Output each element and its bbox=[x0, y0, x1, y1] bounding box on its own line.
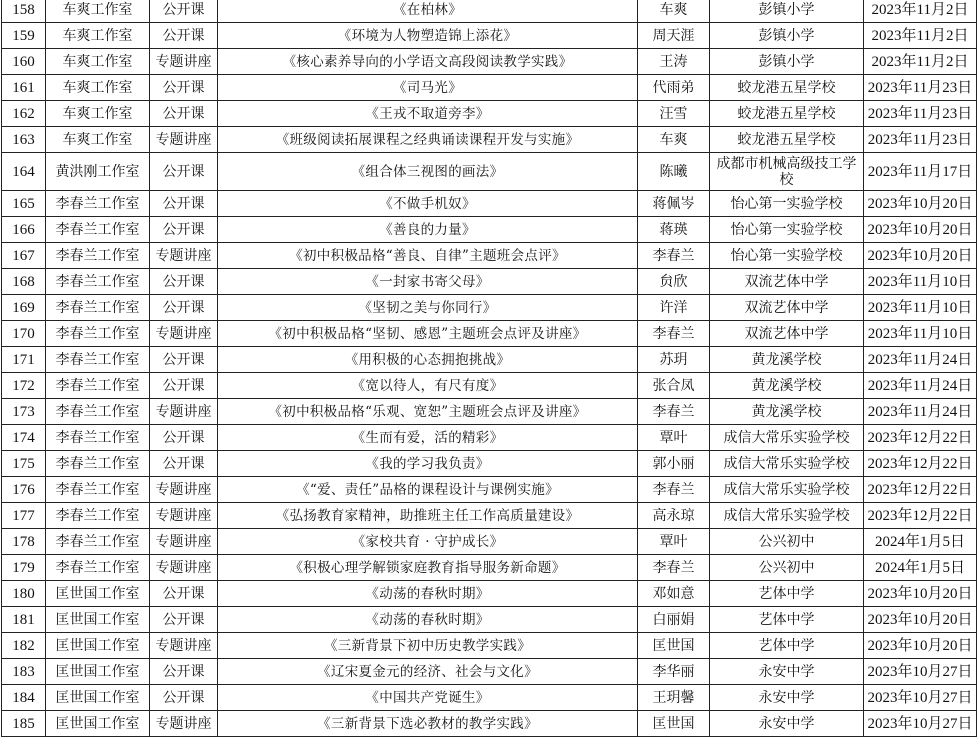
table-row bbox=[2, 373, 977, 399]
studio-name: 李春兰工作室 bbox=[46, 425, 150, 451]
table-row bbox=[2, 75, 977, 101]
activity-title: 《初中积极品格“善良、自律”主题班会点评》 bbox=[218, 243, 638, 269]
school-name: 蛟龙港五星学校 bbox=[710, 101, 864, 127]
activity-title: 《积极心理学解锁家庭教育指导服务新命题》 bbox=[218, 555, 638, 581]
row-number: 163 bbox=[2, 127, 46, 153]
activity-title: 《王戎不取道旁李》 bbox=[218, 101, 638, 127]
row-number: 172 bbox=[2, 373, 46, 399]
school-name: 怡心第一实验学校 bbox=[710, 243, 864, 269]
row-number: 162 bbox=[2, 101, 46, 127]
school-name: 永安中学 bbox=[710, 711, 864, 737]
studio-name: 李春兰工作室 bbox=[46, 321, 150, 347]
activity-date: 2023年10月20日 bbox=[864, 217, 977, 243]
activity-table bbox=[1, 0, 977, 737]
activity-type: 公开课 bbox=[150, 607, 218, 633]
activity-title: 《核心素养导向的小学语文高段阅读教学实践》 bbox=[218, 49, 638, 75]
activity-title: 《司马光》 bbox=[218, 75, 638, 101]
activity-type: 专题讲座 bbox=[150, 127, 218, 153]
school-name: 永安中学 bbox=[710, 685, 864, 711]
studio-name: 李春兰工作室 bbox=[46, 451, 150, 477]
table-row bbox=[2, 451, 977, 477]
activity-date: 2023年11月2日 bbox=[864, 0, 977, 23]
row-number: 185 bbox=[2, 711, 46, 737]
teacher-name: 周天涯 bbox=[638, 23, 710, 49]
school-name: 公兴初中 bbox=[710, 555, 864, 581]
table-row bbox=[2, 347, 977, 373]
activity-type: 公开课 bbox=[150, 581, 218, 607]
table-row bbox=[2, 633, 977, 659]
studio-name: 车爽工作室 bbox=[46, 23, 150, 49]
teacher-name: 李春兰 bbox=[638, 555, 710, 581]
studio-name: 匡世国工作室 bbox=[46, 607, 150, 633]
table-row bbox=[2, 191, 977, 217]
teacher-name: 蒋佩岑 bbox=[638, 191, 710, 217]
table-row bbox=[2, 217, 977, 243]
activity-date: 2023年10月20日 bbox=[864, 243, 977, 269]
activity-type: 公开课 bbox=[150, 659, 218, 685]
studio-name: 李春兰工作室 bbox=[46, 191, 150, 217]
studio-name: 李春兰工作室 bbox=[46, 555, 150, 581]
studio-name: 匡世国工作室 bbox=[46, 685, 150, 711]
activity-date: 2024年1月5日 bbox=[864, 529, 977, 555]
teacher-name: 代雨弟 bbox=[638, 75, 710, 101]
activity-date: 2023年10月20日 bbox=[864, 581, 977, 607]
school-name: 怡心第一实验学校 bbox=[710, 191, 864, 217]
activity-title: 《班级阅读拓展课程之经典诵读课程开发与实施》 bbox=[218, 127, 638, 153]
teacher-name: 车爽 bbox=[638, 127, 710, 153]
teacher-name: 贠欣 bbox=[638, 269, 710, 295]
teacher-name: 陈曦 bbox=[638, 153, 710, 191]
row-number: 176 bbox=[2, 477, 46, 503]
row-number: 169 bbox=[2, 295, 46, 321]
activity-type: 公开课 bbox=[150, 269, 218, 295]
studio-name: 李春兰工作室 bbox=[46, 269, 150, 295]
row-number: 160 bbox=[2, 49, 46, 75]
activity-type: 公开课 bbox=[150, 75, 218, 101]
school-name: 成信大常乐实验学校 bbox=[710, 503, 864, 529]
studio-name: 李春兰工作室 bbox=[46, 477, 150, 503]
teacher-name: 李春兰 bbox=[638, 321, 710, 347]
activity-title: 《三新背景下选必教材的教学实践》 bbox=[218, 711, 638, 737]
teacher-name: 高永琼 bbox=[638, 503, 710, 529]
studio-name: 匡世国工作室 bbox=[46, 711, 150, 737]
activity-date: 2024年1月5日 bbox=[864, 555, 977, 581]
activity-date: 2023年11月2日 bbox=[864, 49, 977, 75]
teacher-name: 匡世国 bbox=[638, 711, 710, 737]
school-name: 公兴初中 bbox=[710, 529, 864, 555]
studio-name: 匡世国工作室 bbox=[46, 633, 150, 659]
teacher-name: 蒋瑛 bbox=[638, 217, 710, 243]
table-row bbox=[2, 127, 977, 153]
activity-type: 专题讲座 bbox=[150, 633, 218, 659]
teacher-name: 王玥馨 bbox=[638, 685, 710, 711]
activity-type: 专题讲座 bbox=[150, 49, 218, 75]
school-name: 双流艺体中学 bbox=[710, 295, 864, 321]
studio-name: 车爽工作室 bbox=[46, 127, 150, 153]
teacher-name: 苏玥 bbox=[638, 347, 710, 373]
activity-date: 2023年12月22日 bbox=[864, 477, 977, 503]
table-row bbox=[2, 321, 977, 347]
school-name: 艺体中学 bbox=[710, 607, 864, 633]
activity-type: 公开课 bbox=[150, 191, 218, 217]
activity-date: 2023年10月27日 bbox=[864, 711, 977, 737]
activity-title: 《组合体三视图的画法》 bbox=[218, 153, 638, 191]
teacher-name: 许洋 bbox=[638, 295, 710, 321]
studio-name: 车爽工作室 bbox=[46, 0, 150, 23]
school-name: 永安中学 bbox=[710, 659, 864, 685]
school-name: 黄龙溪学校 bbox=[710, 399, 864, 425]
row-number: 166 bbox=[2, 217, 46, 243]
row-number: 181 bbox=[2, 607, 46, 633]
row-number: 179 bbox=[2, 555, 46, 581]
activity-type: 公开课 bbox=[150, 425, 218, 451]
activity-type: 专题讲座 bbox=[150, 711, 218, 737]
activity-type: 专题讲座 bbox=[150, 321, 218, 347]
activity-type: 公开课 bbox=[150, 153, 218, 191]
row-number: 183 bbox=[2, 659, 46, 685]
activity-title: 《初中积极品格“坚韧、感恩”主题班会点评及讲座》 bbox=[218, 321, 638, 347]
row-number: 173 bbox=[2, 399, 46, 425]
row-number: 171 bbox=[2, 347, 46, 373]
activity-title: 《坚韧之美与你同行》 bbox=[218, 295, 638, 321]
table-row bbox=[2, 295, 977, 321]
table-row bbox=[2, 153, 977, 191]
activity-date: 2023年12月22日 bbox=[864, 503, 977, 529]
school-name: 双流艺体中学 bbox=[710, 269, 864, 295]
studio-name: 李春兰工作室 bbox=[46, 373, 150, 399]
activity-title: 《初中积极品格“乐观、宽恕”主题班会点评及讲座》 bbox=[218, 399, 638, 425]
table-row bbox=[2, 49, 977, 75]
activity-title: 《动荡的春秋时期》 bbox=[218, 581, 638, 607]
studio-name: 匡世国工作室 bbox=[46, 659, 150, 685]
school-name: 艺体中学 bbox=[710, 633, 864, 659]
activity-type: 专题讲座 bbox=[150, 399, 218, 425]
teacher-name: 车爽 bbox=[638, 0, 710, 23]
activity-title: 《一封家书寄父母》 bbox=[218, 269, 638, 295]
teacher-name: 白丽娟 bbox=[638, 607, 710, 633]
activity-type: 公开课 bbox=[150, 685, 218, 711]
teacher-name: 匡世国 bbox=[638, 633, 710, 659]
activity-title: 《生而有爱，活的精彩》 bbox=[218, 425, 638, 451]
table-row bbox=[2, 711, 977, 737]
activity-date: 2023年11月24日 bbox=[864, 347, 977, 373]
teacher-name: 邓如意 bbox=[638, 581, 710, 607]
row-number: 159 bbox=[2, 23, 46, 49]
activity-type: 公开课 bbox=[150, 23, 218, 49]
school-name: 成都市机械高级技工学校 bbox=[710, 153, 864, 191]
activity-title: 《家校共育 · 守护成长》 bbox=[218, 529, 638, 555]
table-row bbox=[2, 581, 977, 607]
row-number: 180 bbox=[2, 581, 46, 607]
studio-name: 李春兰工作室 bbox=[46, 217, 150, 243]
activity-date: 2023年11月23日 bbox=[864, 101, 977, 127]
teacher-name: 李春兰 bbox=[638, 243, 710, 269]
school-name: 怡心第一实验学校 bbox=[710, 217, 864, 243]
studio-name: 李春兰工作室 bbox=[46, 399, 150, 425]
teacher-name: 郭小丽 bbox=[638, 451, 710, 477]
activity-title: 《我的学习我负责》 bbox=[218, 451, 638, 477]
activity-title: 《在柏林》 bbox=[218, 0, 638, 23]
teacher-name: 汪雪 bbox=[638, 101, 710, 127]
table-row bbox=[2, 477, 977, 503]
table-row bbox=[2, 503, 977, 529]
activity-type: 公开课 bbox=[150, 451, 218, 477]
row-number: 175 bbox=[2, 451, 46, 477]
table-row bbox=[2, 399, 977, 425]
row-number: 177 bbox=[2, 503, 46, 529]
activity-type: 专题讲座 bbox=[150, 555, 218, 581]
row-number: 184 bbox=[2, 685, 46, 711]
table-row bbox=[2, 529, 977, 555]
activity-date: 2023年11月10日 bbox=[864, 295, 977, 321]
activity-date: 2023年11月24日 bbox=[864, 399, 977, 425]
teacher-name: 李华丽 bbox=[638, 659, 710, 685]
row-number: 182 bbox=[2, 633, 46, 659]
activity-date: 2023年12月22日 bbox=[864, 425, 977, 451]
activity-title: 《宽以待人，有尺有度》 bbox=[218, 373, 638, 399]
row-number: 158 bbox=[2, 0, 46, 23]
activity-date: 2023年10月20日 bbox=[864, 191, 977, 217]
studio-name: 车爽工作室 bbox=[46, 49, 150, 75]
row-number: 174 bbox=[2, 425, 46, 451]
row-number: 178 bbox=[2, 529, 46, 555]
activity-title: 《“爱、责任”品格的课程设计与课例实施》 bbox=[218, 477, 638, 503]
table-body bbox=[2, 0, 977, 737]
table-row bbox=[2, 607, 977, 633]
activity-title: 《用积极的心态拥抱挑战》 bbox=[218, 347, 638, 373]
activity-title: 《弘扬教育家精神，助推班主任工作高质量建设》 bbox=[218, 503, 638, 529]
activity-date: 2023年10月20日 bbox=[864, 607, 977, 633]
activity-date: 2023年11月23日 bbox=[864, 127, 977, 153]
row-number: 165 bbox=[2, 191, 46, 217]
activity-type: 公开课 bbox=[150, 373, 218, 399]
school-name: 彭镇小学 bbox=[710, 23, 864, 49]
teacher-name: 覃叶 bbox=[638, 529, 710, 555]
school-name: 彭镇小学 bbox=[710, 49, 864, 75]
activity-type: 公开课 bbox=[150, 0, 218, 23]
activity-type: 专题讲座 bbox=[150, 503, 218, 529]
table-row bbox=[2, 425, 977, 451]
activity-date: 2023年11月10日 bbox=[864, 269, 977, 295]
school-name: 成信大常乐实验学校 bbox=[710, 477, 864, 503]
activity-date: 2023年10月27日 bbox=[864, 659, 977, 685]
row-number: 168 bbox=[2, 269, 46, 295]
studio-name: 车爽工作室 bbox=[46, 75, 150, 101]
activity-date: 2023年10月27日 bbox=[864, 685, 977, 711]
activity-date: 2023年11月10日 bbox=[864, 321, 977, 347]
teacher-name: 王涛 bbox=[638, 49, 710, 75]
activity-type: 专题讲座 bbox=[150, 529, 218, 555]
studio-name: 李春兰工作室 bbox=[46, 529, 150, 555]
activity-type: 专题讲座 bbox=[150, 477, 218, 503]
school-name: 艺体中学 bbox=[710, 581, 864, 607]
activity-title: 《三新背景下初中历史教学实践》 bbox=[218, 633, 638, 659]
studio-name: 李春兰工作室 bbox=[46, 295, 150, 321]
table-row bbox=[2, 685, 977, 711]
activity-date: 2023年10月20日 bbox=[864, 633, 977, 659]
activity-date: 2023年12月22日 bbox=[864, 451, 977, 477]
activity-date: 2023年11月24日 bbox=[864, 373, 977, 399]
studio-name: 匡世国工作室 bbox=[46, 581, 150, 607]
studio-name: 黄洪刚工作室 bbox=[46, 153, 150, 191]
studio-name: 李春兰工作室 bbox=[46, 503, 150, 529]
school-name: 成信大常乐实验学校 bbox=[710, 451, 864, 477]
activity-date: 2023年11月2日 bbox=[864, 23, 977, 49]
activity-type: 公开课 bbox=[150, 101, 218, 127]
table-row bbox=[2, 269, 977, 295]
activity-type: 公开课 bbox=[150, 217, 218, 243]
teacher-name: 覃叶 bbox=[638, 425, 710, 451]
school-name: 黄龙溪学校 bbox=[710, 347, 864, 373]
school-name: 成信大常乐实验学校 bbox=[710, 425, 864, 451]
table-row bbox=[2, 555, 977, 581]
studio-name: 李春兰工作室 bbox=[46, 243, 150, 269]
row-number: 164 bbox=[2, 153, 46, 191]
table-row bbox=[2, 243, 977, 269]
teacher-name: 李春兰 bbox=[638, 399, 710, 425]
school-name: 双流艺体中学 bbox=[710, 321, 864, 347]
table-row bbox=[2, 659, 977, 685]
school-name: 黄龙溪学校 bbox=[710, 373, 864, 399]
row-number: 170 bbox=[2, 321, 46, 347]
row-number: 161 bbox=[2, 75, 46, 101]
activity-title: 《善良的力量》 bbox=[218, 217, 638, 243]
activity-type: 公开课 bbox=[150, 347, 218, 373]
activity-title: 《不做手机奴》 bbox=[218, 191, 638, 217]
activity-type: 专题讲座 bbox=[150, 243, 218, 269]
school-name: 蛟龙港五星学校 bbox=[710, 75, 864, 101]
table-row bbox=[2, 23, 977, 49]
table-row bbox=[2, 101, 977, 127]
activity-date: 2023年11月23日 bbox=[864, 75, 977, 101]
activity-title: 《辽宋夏金元的经济、社会与文化》 bbox=[218, 659, 638, 685]
activity-date: 2023年11月17日 bbox=[864, 153, 977, 191]
teacher-name: 李春兰 bbox=[638, 477, 710, 503]
activity-type: 公开课 bbox=[150, 295, 218, 321]
activity-title: 《中国共产党诞生》 bbox=[218, 685, 638, 711]
school-name: 蛟龙港五星学校 bbox=[710, 127, 864, 153]
studio-name: 李春兰工作室 bbox=[46, 347, 150, 373]
activity-title: 《环境为人物塑造锦上添花》 bbox=[218, 23, 638, 49]
school-name: 彭镇小学 bbox=[710, 0, 864, 23]
teacher-name: 张合凤 bbox=[638, 373, 710, 399]
table-row bbox=[2, 0, 977, 23]
studio-name: 车爽工作室 bbox=[46, 101, 150, 127]
activity-title: 《动荡的春秋时期》 bbox=[218, 607, 638, 633]
row-number: 167 bbox=[2, 243, 46, 269]
